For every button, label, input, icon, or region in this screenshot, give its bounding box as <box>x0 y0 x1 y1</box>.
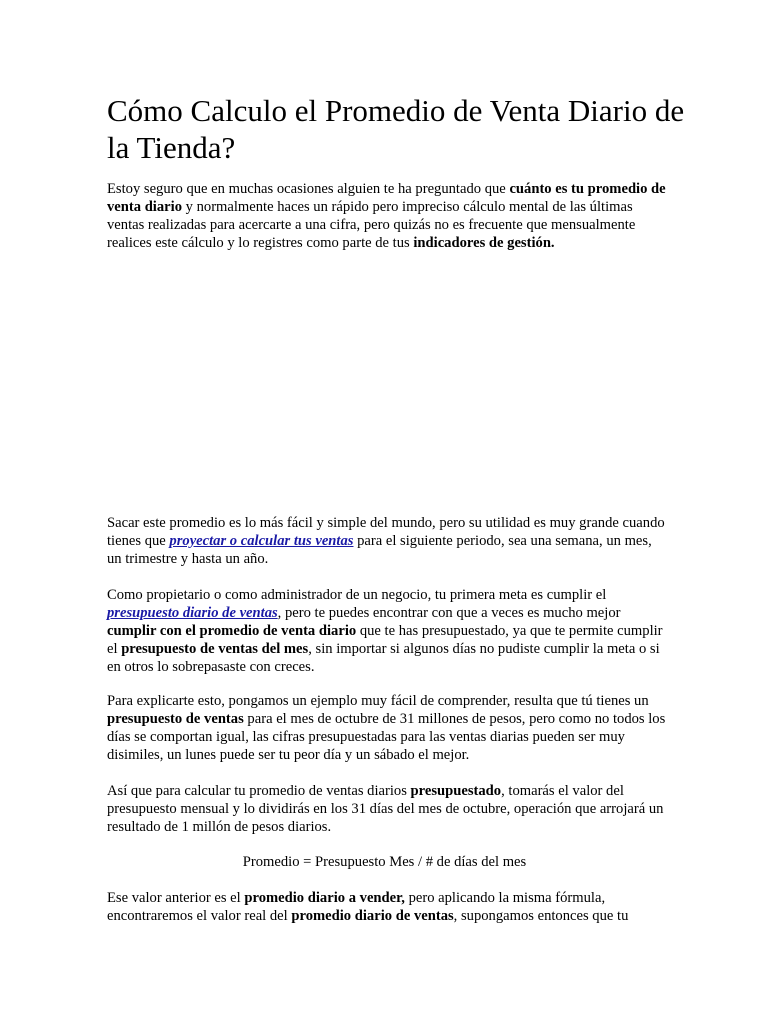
bold-text: cumplir con el promedio de venta diario <box>107 623 357 639</box>
formula-line: Promedio = Presupuesto Mes / # de días del mes <box>242 854 527 870</box>
paragraph-real-average <box>107 889 667 925</box>
paragraph-calculation <box>107 782 667 836</box>
text-run: para el siguiente periodo, sea una semana, un mes, un trimestre y hasta un año. <box>107 533 652 567</box>
text-run: Sacar este promedio es lo más fácil y simple del mundo, pero su utilidad es muy grande cuando tienes que <box>107 515 665 549</box>
text-run: Para explicarte esto, pongamos un ejemplo muy fácil de comprender, resulta que tú tienes un <box>107 693 649 709</box>
text-run: y normalmente haces un rápido pero impreciso cálculo mental de las últimas ventas realizadas para acercarte a una cifra, pero quizás no es frecuente que mensualmente realices este cálculo y lo registres como parte de tus <box>107 199 636 251</box>
text-run: Estoy seguro que en muchas ocasiones alguien te ha preguntado que <box>107 181 510 197</box>
text-run: pero aplicando la misma fórmula, encontraremos el valor real del <box>107 890 606 924</box>
bold-text: presupuesto de ventas del mes <box>121 641 309 657</box>
paragraph-owner-goal <box>107 586 667 676</box>
text-run: para el mes de octubre de 31 millones de pesos, pero como no todos los días se comportan igual, las cifras presupuestadas para las ventas diarias pueden ser muy disimiles, un lunes puede ser tu peor día y un sábado el mejor. <box>107 711 666 763</box>
bold-text: promedio diario a vender, <box>244 890 405 906</box>
text-run: Ese valor anterior es el <box>107 890 245 906</box>
bold-text: promedio diario de ventas <box>291 908 454 924</box>
bold-text: cuánto es tu promedio de venta diario <box>107 181 666 215</box>
text-run: Así que para calcular tu promedio de ventas diarios <box>107 783 411 799</box>
link-presupuesto-diario[interactable]: presupuesto diario de ventas <box>107 605 278 621</box>
bold-text: presupuestado <box>410 783 502 799</box>
article-title: Cómo Calculo el Promedio de Venta Diario de la Tienda? <box>107 93 685 165</box>
text-run: , pero te puedes encontrar con que a veces es mucho mejor <box>277 605 621 621</box>
paragraph-utility <box>107 514 667 568</box>
text-run: Como propietario o como administrador de un negocio, tu primera meta es cumplir el <box>107 587 607 603</box>
bold-text: presupuesto de ventas <box>107 711 244 727</box>
text-run: , tomarás el valor del presupuesto mensual y lo dividirás en los 31 días del mes de octubre, operación que arrojará un resultado de 1 millón de pesos diarios. <box>107 783 664 835</box>
text-run: que te has presupuestado, ya que te permite cumplir el <box>107 623 663 657</box>
bold-text: indicadores de gestión. <box>413 235 555 251</box>
intro-paragraph <box>107 180 667 252</box>
text-run: , sin importar si algunos días no pudiste cumplir la meta o si en otros lo sobrepasaste con creces. <box>107 641 660 675</box>
link-proyectar-ventas[interactable]: proyectar o calcular tus ventas <box>169 533 354 549</box>
paragraph-example <box>107 692 667 764</box>
text-run: , supongamos entonces que tu <box>453 908 629 924</box>
